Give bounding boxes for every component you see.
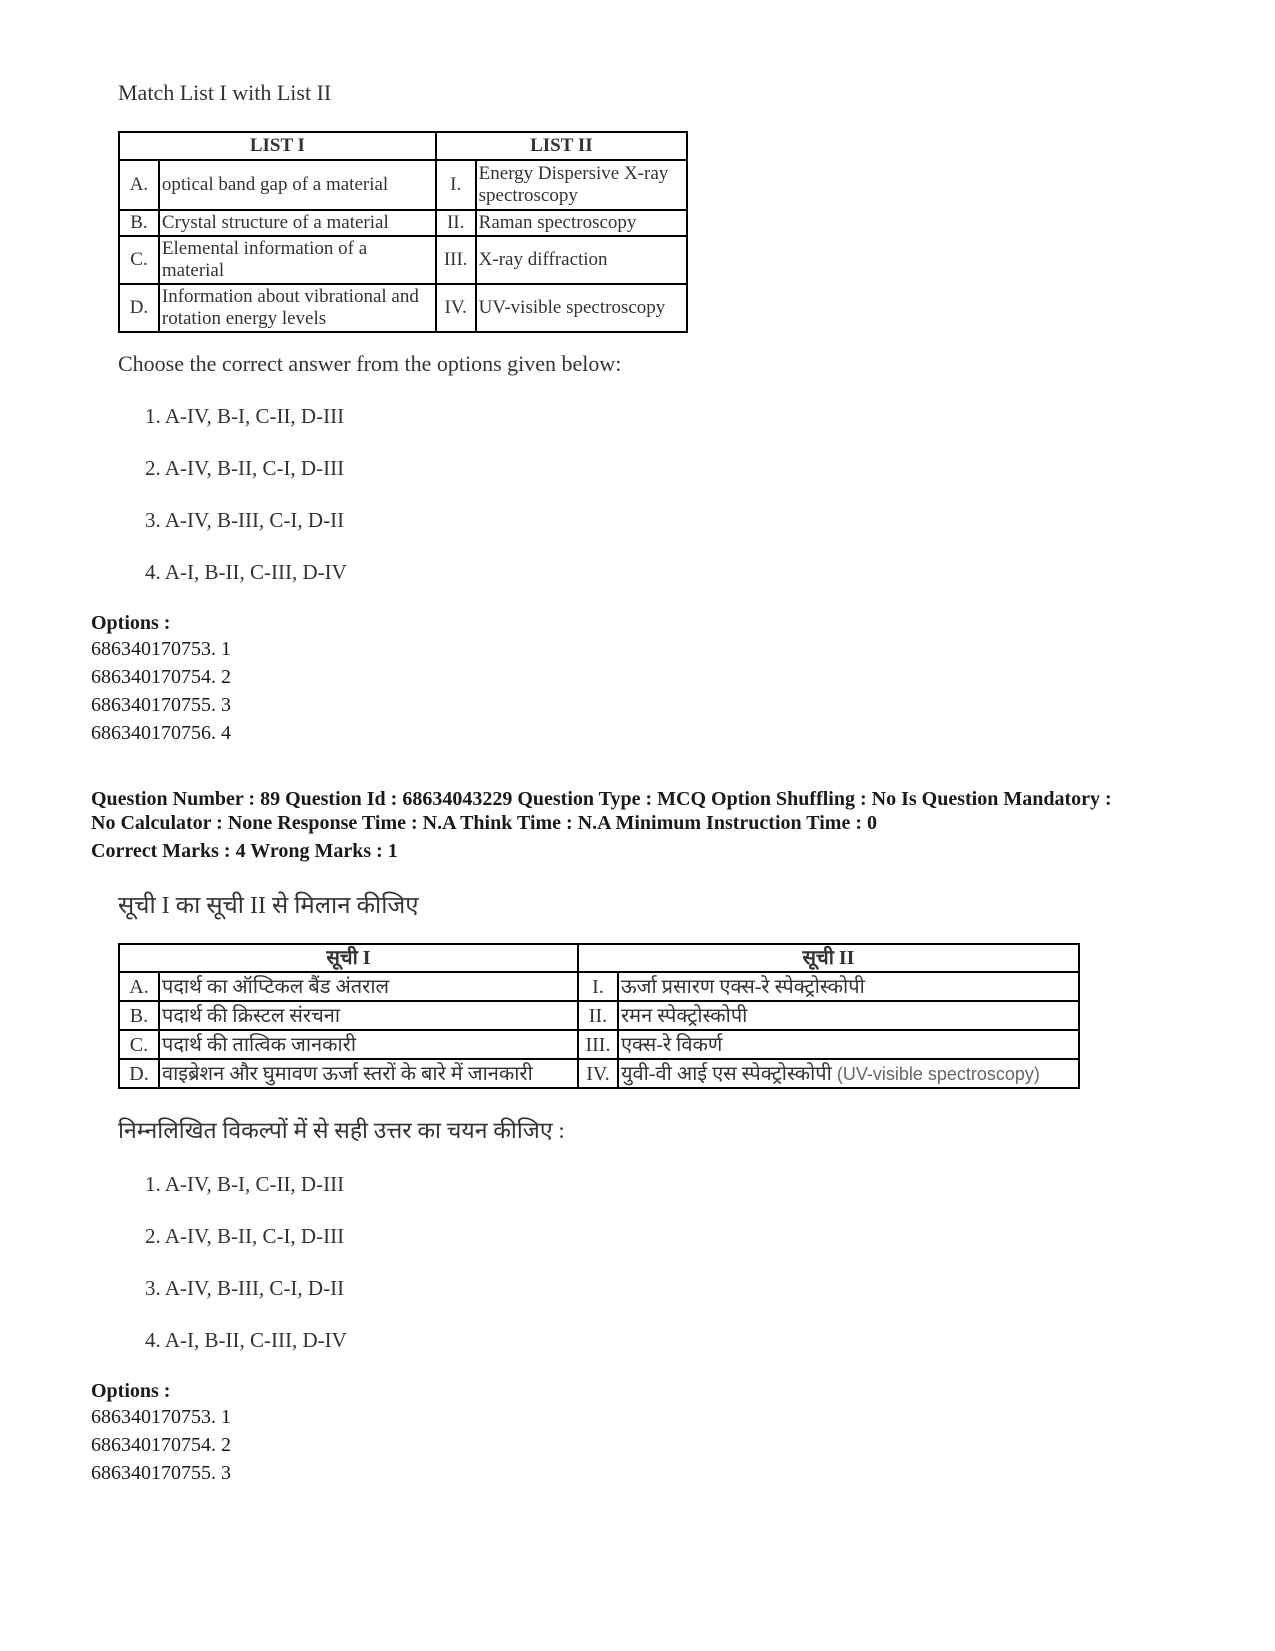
answer-choice: 4. A-I, B-II, C-III, D-IV [145, 560, 347, 584]
q2-match-table [118, 943, 1080, 1089]
q1-answer-list [145, 402, 347, 610]
table-row [119, 1030, 1079, 1059]
row-list2-item: ऊर्जा प्रसारण एक्स-रे स्पेक्ट्रोस्कोपी [618, 972, 1079, 1001]
row-list1-item: optical band gap of a material [159, 160, 436, 210]
q1-choose-instruction: Choose the correct answer from the options given below: [118, 351, 622, 376]
question-marks: Correct Marks : 4 Wrong Marks : 1 [91, 840, 398, 862]
list1-header: सूची I [119, 944, 578, 972]
row-list2-item: रमन स्पेक्ट्रोस्कोपी [618, 1001, 1079, 1030]
q2-meta-block [91, 787, 1211, 863]
row-roman: III. [578, 1030, 618, 1059]
row-list2-item: Raman spectroscopy [476, 210, 687, 236]
row-roman: I. [436, 160, 476, 210]
q2-options-block [91, 1380, 231, 1487]
answer-choice: 3. A-IV, B-III, C-I, D-II [145, 1276, 345, 1300]
table-row [119, 160, 687, 210]
option-item[interactable]: 686340170754. 2 [91, 1434, 231, 1456]
table-row [119, 1059, 1079, 1088]
row-list2-item: एक्स-रे विकर्ण [618, 1030, 1079, 1059]
q2-answer-list [145, 1170, 347, 1378]
row-list1-item: Elemental information of a material [159, 236, 436, 284]
row-list1-item: Crystal structure of a material [159, 210, 436, 236]
answer-choice: 3. A-IV, B-III, C-I, D-II [145, 508, 345, 532]
row-roman: IV. [436, 284, 476, 332]
question-meta-line2: No Calculator : None Response Time : N.A Think Time : N.A Minimum Instruction Time : 0 [91, 812, 877, 834]
option-item[interactable]: 686340170753. 1 [91, 1406, 231, 1428]
option-item[interactable]: 686340170754. 2 [91, 666, 231, 688]
option-item[interactable]: 686340170755. 3 [91, 694, 231, 716]
row-roman: I. [578, 972, 618, 1001]
row-letter: D. [119, 1059, 159, 1088]
row-roman: II. [578, 1001, 618, 1030]
row-list2-item: UV-visible spectroscopy [476, 284, 687, 332]
row-list2-hindi: युवी-वी आई एस स्पेक्ट्रोस्कोपी [620, 1062, 832, 1085]
table-row [119, 210, 687, 236]
row-list1-item: पदार्थ का ऑप्टिकल बैंड अंतराल [159, 972, 578, 1001]
row-list1-item: पदार्थ की तात्विक जानकारी [159, 1030, 578, 1059]
row-list2-item: Energy Dispersive X-ray spectroscopy [476, 160, 687, 210]
list2-header: LIST II [436, 132, 687, 160]
row-list1-item: वाइब्रेशन और घुमावण ऊर्जा स्तरों के बारे में जानकारी [159, 1059, 578, 1088]
row-letter: D. [119, 284, 159, 332]
q1-heading: Match List I with List II [118, 80, 332, 105]
answer-choice: 1. A-IV, B-I, C-II, D-III [145, 1172, 345, 1196]
q2-heading: सूची I का सूची II से मिलान कीजिए [118, 893, 419, 919]
q1-options-block [91, 612, 231, 747]
option-item[interactable]: 686340170756. 4 [91, 722, 231, 744]
row-list2-english-gloss: (UV-visible spectroscopy) [836, 1063, 1040, 1084]
answer-choice: 1. A-IV, B-I, C-II, D-III [145, 404, 345, 428]
row-letter: C. [119, 1030, 159, 1059]
answer-choice: 2. A-IV, B-II, C-I, D-III [145, 456, 345, 480]
answer-choice: 2. A-IV, B-II, C-I, D-III [145, 1224, 345, 1248]
answer-choice: 4. A-I, B-II, C-III, D-IV [145, 1328, 347, 1352]
question-meta-line1: Question Number : 89 Question Id : 68634043229 Question Type : MCQ Option Shuffling : No Is Question Mandatory : [91, 788, 1112, 810]
table-row [119, 236, 687, 284]
row-roman: III. [436, 236, 476, 284]
option-item[interactable]: 686340170753. 1 [91, 638, 231, 660]
row-roman: II. [436, 210, 476, 236]
row-list2-item: X-ray diffraction [476, 236, 687, 284]
options-title: Options : [91, 1380, 171, 1402]
row-letter: B. [119, 210, 159, 236]
table-row [119, 284, 687, 332]
table-header-row [119, 132, 687, 160]
q2-choose-instruction: निम्नलिखित विकल्पों में से सही उत्तर का चयन कीजिए : [118, 1118, 565, 1143]
row-list2-item [618, 1059, 1079, 1088]
table-row [119, 972, 1079, 1001]
list1-header: LIST I [119, 132, 436, 160]
row-roman: IV. [578, 1059, 618, 1088]
row-letter: B. [119, 1001, 159, 1030]
row-letter: A. [119, 972, 159, 1001]
table-row [119, 1001, 1079, 1030]
options-title: Options : [91, 612, 171, 634]
row-letter: A. [119, 160, 159, 210]
option-item[interactable]: 686340170755. 3 [91, 1462, 231, 1484]
table-header-row [119, 944, 1079, 972]
row-list1-item: Information about vibrational and rotation energy levels [159, 284, 436, 332]
list2-header: सूची II [578, 944, 1079, 972]
row-letter: C. [119, 236, 159, 284]
row-list1-item: पदार्थ की क्रिस्टल संरचना [159, 1001, 578, 1030]
q1-match-table [118, 131, 688, 333]
